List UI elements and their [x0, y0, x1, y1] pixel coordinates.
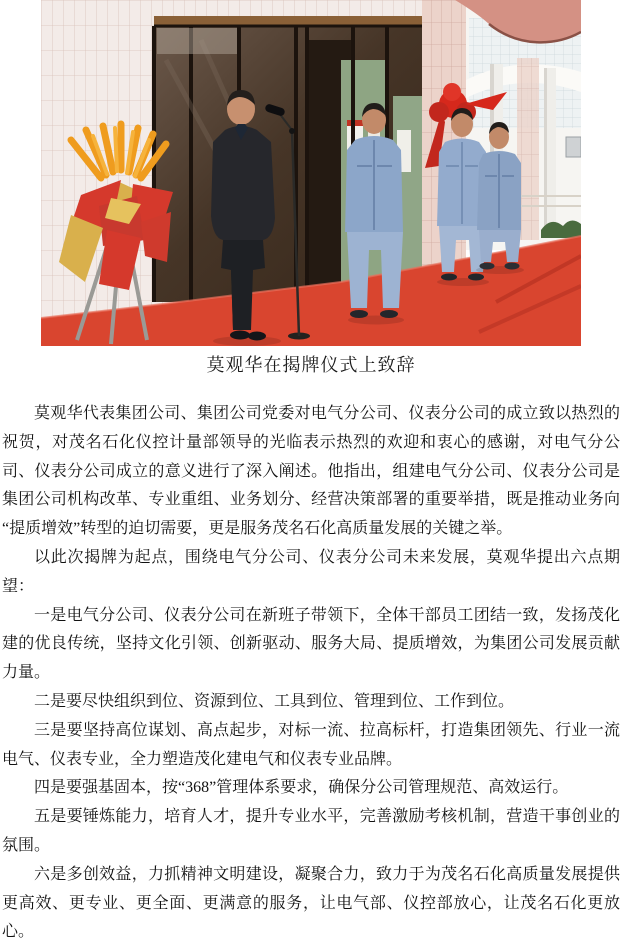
ceremony-photo — [41, 0, 581, 346]
paragraph-2: 以此次揭牌为起点，围绕电气分公司、仪表分公司未来发展，莫观华提出六点期望： — [2, 548, 620, 595]
speaker-jacket — [211, 126, 275, 240]
paragraph-1: 莫观华代表集团公司、集团公司党委对电气分公司、仪表分公司的成立致以热烈的祝贺，对茂名石化仪控计量部领导的光临表示热烈的欢迎和衷心的感谢，对电气分公司、仪表分公司成立的意义进行了深入阐述。他指出，组建电气分公司、仪表分公司是集团公司机构改革、专业重组、业务划分、经营决策部署的重要举措，既是推动业务向“提质增效”转型的迫切需要，更是服务茂名石化高质量发展的关键之举。 — [2, 405, 620, 538]
paragraph-5: 三是要坚持高位谋划、高点起步，对标一流、拉高标杆，打造集团领先、行业一流电气、仪表专业，全力塑造茂化建电气和仪表专业品牌。 — [2, 721, 620, 768]
paragraph-7: 五是要锤炼能力，培育人才，提升专业水平，完善激励考核机制，营造干事创业的氛围。 — [2, 808, 620, 854]
paragraph-3: 一是电气分公司、仪表分公司在新班子带领下，全体干部员工团结一致，发扬茂化建的优良传统，坚持文化引领、创新驱动、服务大局、提质增效，为集团公司发展贡献力量。 — [2, 606, 620, 682]
air-conditioner-unit — [566, 137, 581, 157]
paragraph-6: 四是要强基固本，按“368”管理体系要求，确保分公司管理规范、高效运行。 — [34, 779, 569, 797]
ceremony-photo-svg — [41, 0, 581, 346]
article-body — [2, 400, 620, 947]
paragraph-4: 二是要尽快组织到位、资源到位、工具到位、管理到位、工作到位。 — [34, 692, 515, 710]
paragraph-8: 六是多创效益，力抓精神文明建设，凝聚合力，致力于为茂名石化高质量发展提供更高效、更专业、更全面、更满意的服务，让电气部、仪控部放心，让茂名石化更放心。 — [2, 865, 620, 941]
photo-caption: 莫观华在揭牌仪式上致辞 — [206, 355, 416, 375]
